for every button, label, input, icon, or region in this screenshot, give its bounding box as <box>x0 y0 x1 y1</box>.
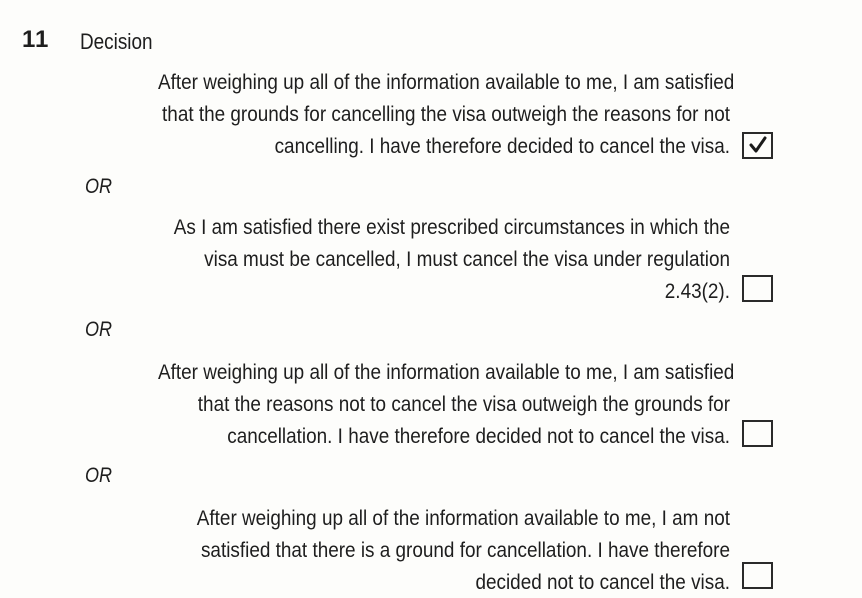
checkmark-icon <box>747 135 769 155</box>
decision-checkbox-cancel[interactable] <box>742 132 773 159</box>
option-text-line: satisfied that there is a ground for cancellation. I have therefore <box>200 538 730 562</box>
decision-checkbox-no-ground[interactable] <box>742 562 773 589</box>
or-label: OR <box>85 318 113 341</box>
option-text-line: that the grounds for cancelling the visa outweigh the reasons for not <box>162 102 731 126</box>
option-text-line: visa must be cancelled, I must cancel the visa under regulation <box>204 247 730 271</box>
option-text-line: that the reasons not to cancel the visa outweigh the grounds for <box>197 392 731 416</box>
section-title: Decision <box>80 29 153 54</box>
decision-option-cancel <box>158 66 735 162</box>
decision-option-no-ground <box>158 502 730 598</box>
or-label: OR <box>85 464 113 487</box>
option-text-line: cancellation. I have therefore decided not to cancel the visa. <box>227 424 730 448</box>
option-text-line: After weighing up all of the information available to me, I am satisfied <box>158 70 735 94</box>
option-text-line: decided not to cancel the visa. <box>475 570 730 594</box>
decision-option-not-cancel <box>158 356 735 452</box>
option-text-line: As I am satisfied there exist prescribed circumstances in which the <box>173 215 731 239</box>
section-number: 11 <box>22 26 50 53</box>
option-text-line: cancelling. I have therefore decided to cancel the visa. <box>274 134 730 158</box>
option-text-line: After weighing up all of the information available to me, I am not <box>196 506 730 530</box>
decision-option-prescribed <box>158 211 730 307</box>
option-text-line: After weighing up all of the information available to me, I am satisfied <box>158 360 735 384</box>
decision-checkbox-prescribed[interactable] <box>742 275 773 302</box>
or-label: OR <box>85 175 113 198</box>
decision-checkbox-not-cancel[interactable] <box>742 420 773 447</box>
option-text-line: 2.43(2). <box>664 279 730 303</box>
